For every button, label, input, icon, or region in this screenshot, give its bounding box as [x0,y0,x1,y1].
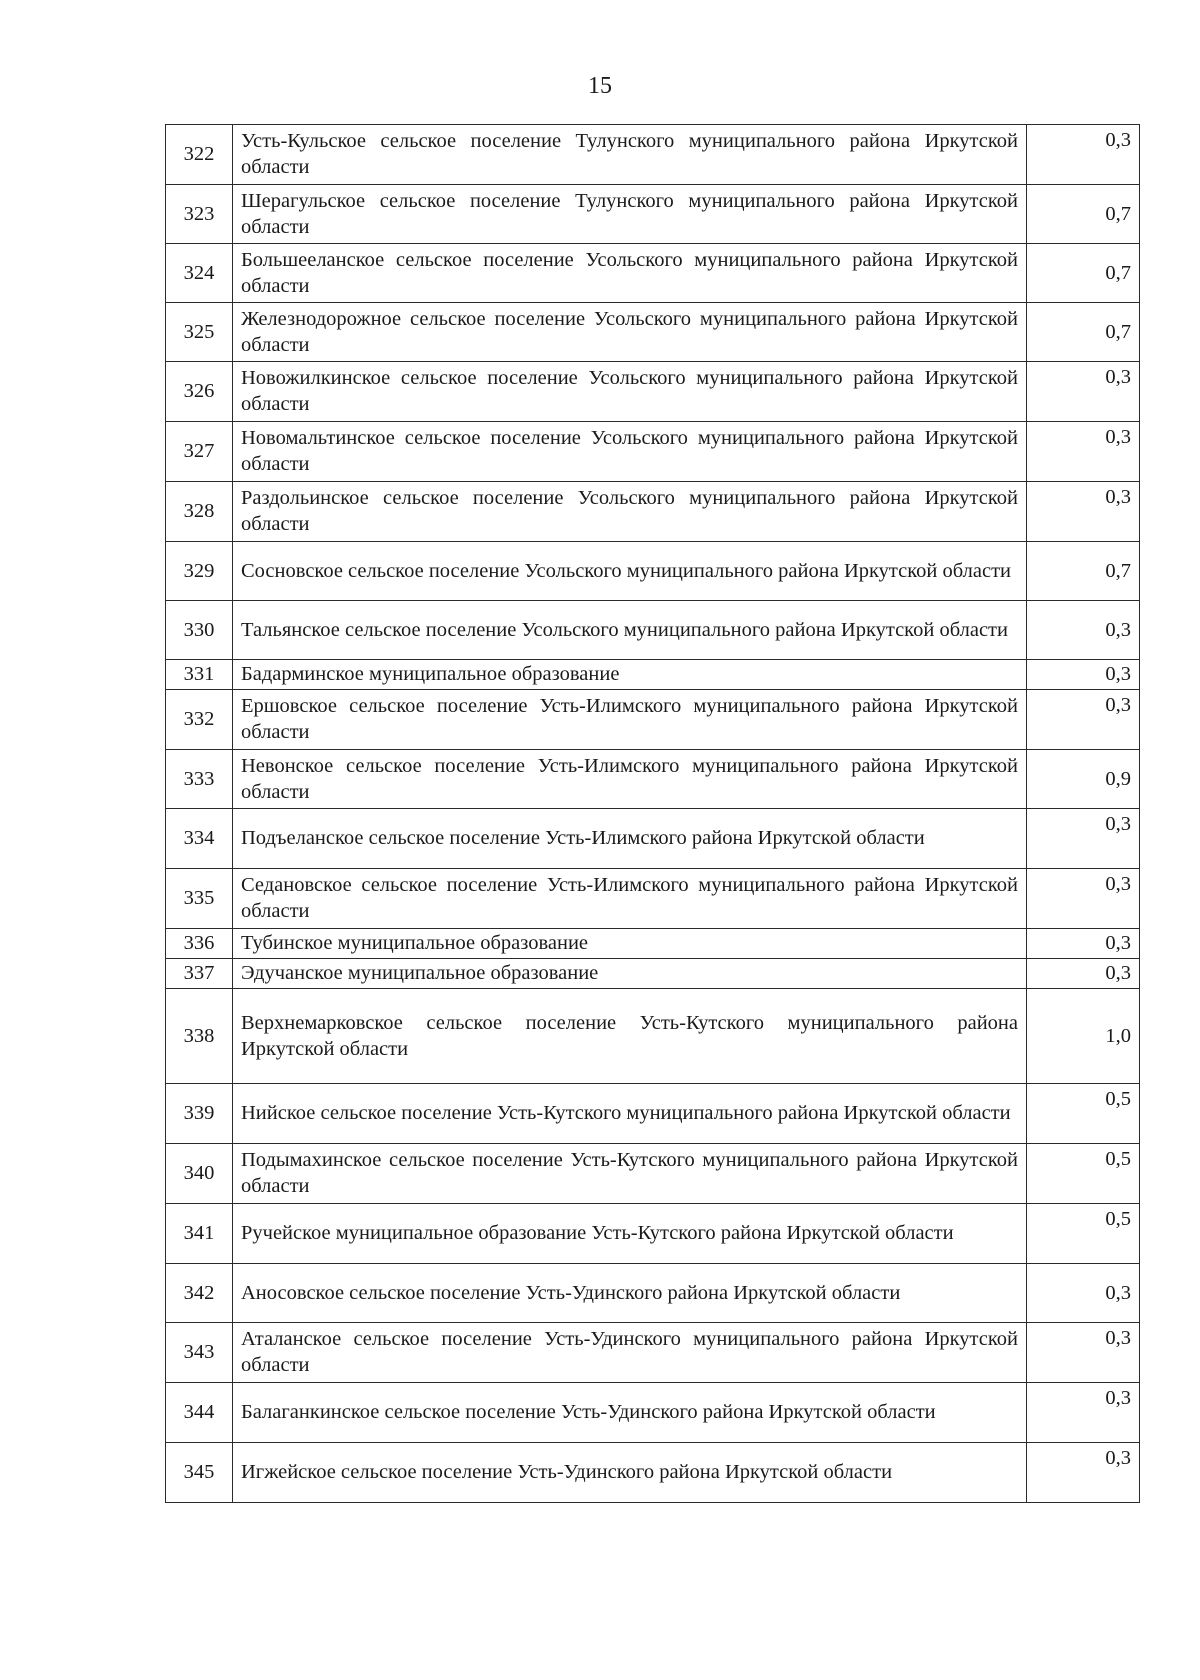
settlement-name: Раздольинское сельское поселение Усольского муниципального района Иркутской области [233,482,1027,542]
row-number: 334 [166,809,233,869]
table-row [166,959,1140,989]
table-row [166,989,1140,1084]
settlement-value: 0,3 [1027,1383,1140,1443]
table-row [166,542,1140,601]
table-row [166,244,1140,303]
settlement-name: Новомальтинское сельское поселение Усольского муниципального района Иркутской области [233,422,1027,482]
row-number: 336 [166,929,233,959]
settlement-value: 0,3 [1027,1443,1140,1503]
settlement-value: 0,5 [1027,1144,1140,1204]
row-number: 329 [166,542,233,601]
settlement-name: Нийское сельское поселение Усть-Кутского муниципального района Иркутской области [233,1084,1027,1144]
table-row [166,125,1140,185]
table-row [166,869,1140,929]
row-number: 328 [166,482,233,542]
table-row [166,1204,1140,1264]
settlements-table-body [166,125,1140,1503]
settlement-name: Шерагульское сельское поселение Тулунского муниципального района Иркутской области [233,185,1027,244]
table-row [166,1383,1140,1443]
row-number: 324 [166,244,233,303]
table-row [166,690,1140,750]
row-number: 323 [166,185,233,244]
settlement-value: 0,3 [1027,1264,1140,1323]
row-number: 335 [166,869,233,929]
settlements-table [165,124,1140,1503]
settlement-name: Сосновское сельское поселение Усольского муниципального района Иркутской области [233,542,1027,601]
row-number: 326 [166,362,233,422]
table-row [166,362,1140,422]
settlement-value: 0,3 [1027,869,1140,929]
row-number: 343 [166,1323,233,1383]
page-number: 15 [588,73,612,99]
settlement-value: 0,5 [1027,1204,1140,1264]
settlement-value: 0,3 [1027,482,1140,542]
settlement-value: 0,9 [1027,750,1140,809]
settlement-value: 0,3 [1027,929,1140,959]
settlement-name: Подымахинское сельское поселение Усть-Кутского муниципального района Иркутской области [233,1144,1027,1204]
row-number: 342 [166,1264,233,1323]
row-number: 340 [166,1144,233,1204]
settlement-name: Большееланское сельское поселение Усольского муниципального района Иркутской области [233,244,1027,303]
settlement-name: Балаганкинское сельское поселение Усть-Удинского района Иркутской области [233,1383,1027,1443]
settlement-value: 0,3 [1027,660,1140,690]
table-row [166,1264,1140,1323]
settlement-value: 0,3 [1027,690,1140,750]
settlement-name: Эдучанское муниципальное образование [233,959,1027,989]
row-number: 341 [166,1204,233,1264]
settlement-name: Бадарминское муниципальное образование [233,660,1027,690]
settlement-name: Железнодорожное сельское поселение Усольского муниципального района Иркутской области [233,303,1027,362]
table-row [166,660,1140,690]
table-row [166,929,1140,959]
table-row [166,1084,1140,1144]
settlement-name: Аталанское сельское поселение Усть-Удинского муниципального района Иркутской области [233,1323,1027,1383]
settlement-value: 1,0 [1027,989,1140,1084]
table-row [166,601,1140,660]
settlement-name: Аносовское сельское поселение Усть-Удинского района Иркутской области [233,1264,1027,1323]
settlement-value: 0,7 [1027,185,1140,244]
settlement-name: Тубинское муниципальное образование [233,929,1027,959]
table-row [166,422,1140,482]
settlement-name: Невонское сельское поселение Усть-Илимского муниципального района Иркутской области [233,750,1027,809]
settlement-name: Новожилкинское сельское поселение Усольского муниципального района Иркутской области [233,362,1027,422]
settlement-value: 0,3 [1027,422,1140,482]
row-number: 337 [166,959,233,989]
row-number: 322 [166,125,233,185]
row-number: 331 [166,660,233,690]
settlement-name: Верхнемарковское сельское поселение Усть-Кутского муниципального района Иркутской области [233,989,1027,1084]
settlement-name: Седановское сельское поселение Усть-Илимского муниципального района Иркутской области [233,869,1027,929]
settlement-name: Усть-Кульское сельское поселение Тулунского муниципального района Иркутской области [233,125,1027,185]
settlement-value: 0,3 [1027,125,1140,185]
row-number: 327 [166,422,233,482]
settlement-value: 0,3 [1027,601,1140,660]
settlement-value: 0,3 [1027,1323,1140,1383]
settlement-value: 0,3 [1027,809,1140,869]
row-number: 344 [166,1383,233,1443]
row-number: 330 [166,601,233,660]
row-number: 325 [166,303,233,362]
settlement-name: Ершовское сельское поселение Усть-Илимского муниципального района Иркутской области [233,690,1027,750]
settlement-value: 0,3 [1027,959,1140,989]
table-row [166,1323,1140,1383]
row-number: 345 [166,1443,233,1503]
settlement-name: Ручейское муниципальное образование Усть-Кутского района Иркутской области [233,1204,1027,1264]
settlement-name: Тальянское сельское поселение Усольского муниципального района Иркутской области [233,601,1027,660]
table-row [166,750,1140,809]
settlement-value: 0,7 [1027,244,1140,303]
settlement-name: Подъеланское сельское поселение Усть-Илимского района Иркутской области [233,809,1027,869]
settlement-name: Игжейское сельское поселение Усть-Удинского района Иркутской области [233,1443,1027,1503]
row-number: 338 [166,989,233,1084]
settlement-value: 0,3 [1027,362,1140,422]
table-row [166,1144,1140,1204]
table-row [166,809,1140,869]
settlement-value: 0,5 [1027,1084,1140,1144]
row-number: 333 [166,750,233,809]
table-row [166,482,1140,542]
table-row [166,185,1140,244]
row-number: 332 [166,690,233,750]
settlement-value: 0,7 [1027,542,1140,601]
settlement-value: 0,7 [1027,303,1140,362]
table-row [166,1443,1140,1503]
row-number: 339 [166,1084,233,1144]
table-row [166,303,1140,362]
